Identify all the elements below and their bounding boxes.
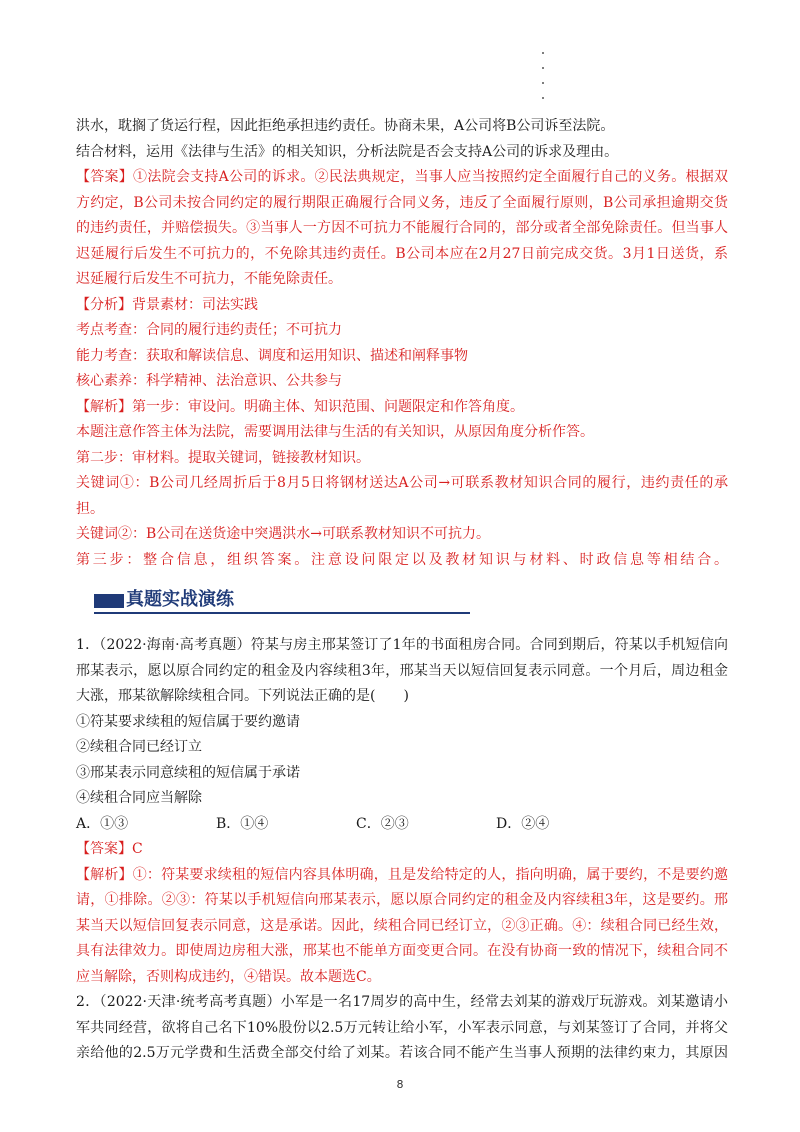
page-content	[76, 114, 728, 1067]
answer-line: 方约定，B公司未按合同约定的履行期限正确履行合同义务，违反了全面履行原则，B公司承担逾期交货	[76, 194, 728, 211]
statement-1: ①符某要求续租的短信属于要约邀请	[76, 713, 300, 730]
analysis-block	[76, 293, 728, 574]
statement-2: ②续租合同已经订立	[76, 739, 202, 755]
option-b: B．①④	[216, 815, 269, 832]
question-stem-line: 军共同经营，欲将自己名下10%股份以2.5万元转让给小军，小军表示同意，与刘某签订了合同，并将父	[76, 1019, 728, 1036]
margin-dots	[540, 52, 550, 112]
analysis-line: 核心素养：科学精神、法治意识、公共参与	[76, 373, 342, 389]
analysis-line: 能力考查：获取和解读信息、调度和运用知识、描述和阐释事物	[76, 347, 468, 364]
analysis-line: 第二步：审材料。提取关键词，链接教材知识。	[76, 449, 370, 466]
intro-paragraph	[76, 114, 728, 165]
analysis-line: 本题注意作答主体为法院，需要调用法律与生活的有关知识，从原因角度分析作答。	[76, 424, 594, 440]
question-stem-line: 2．（2022·天津·统考高考真题）小军是一名17周岁的高中生，经常去刘某的游戏厅玩游戏。刘某邀请小	[76, 994, 728, 1010]
analysis-line: 【分析】背景素材：司法实践	[76, 296, 258, 313]
statement-3: ③邢某表示同意续租的短信属于承诺	[76, 764, 300, 781]
section-title: 真题实战演练	[126, 589, 234, 610]
question-1-explanation	[76, 863, 728, 991]
option-a: A．①③	[76, 815, 129, 832]
answer-paragraph	[76, 165, 728, 293]
intro-line: 洪水，耽搁了货运行程，因此拒绝承担违约责任。协商未果，A公司将B公司诉至法院。	[76, 118, 615, 134]
explanation-line: 请，①排除。②③：符某以手机短信向邢某表示，愿以原合同约定的租金及内容续租3年，这是要约。邢	[76, 892, 728, 908]
analysis-line: 关键词①：B公司几经周折后于8月5日将钢材送达A公司→可联系教材知识合同的履行，违约责任的承	[76, 475, 728, 491]
question-1	[76, 633, 728, 990]
question-1-answer: 【答案】C	[76, 841, 143, 857]
section-bar-decoration	[94, 594, 124, 608]
analysis-line: 关键词②：B公司在送货途中突遇洪水→可联系教材知识不可抗力。	[76, 526, 491, 542]
page-number: 8	[396, 1078, 404, 1091]
answer-line: 的违约责任，并赔偿损失。③当事人一方因不可抗力不能履行合同的，部分或者全部免除责任。但当事人	[76, 220, 728, 236]
analysis-line: 【解析】第一步：审设问。明确主体、知识范围、问题限定和作答角度。	[76, 398, 524, 415]
answer-line: 【答案】①法院会支持A公司的诉求。②民法典规定，当事人应当按照约定全面履行自己的义务。根据双	[76, 169, 728, 185]
analysis-line: 考点考查：合同的履行违约责任；不可抗力	[76, 322, 342, 338]
answer-line: 迟延履行后发生不可抗力的，不免除其违约责任。B公司本应在2月27日前完成交货。3月1日送货，系	[76, 245, 728, 262]
answer-options	[76, 812, 728, 838]
option-d: D．②④	[496, 815, 550, 832]
statement-4: ④续租合同应当解除	[76, 790, 202, 806]
section-header	[76, 583, 728, 627]
explanation-line: 某当天以短信回复表示同意，这是承诺。因此，续租合同已经订立，②③正确。④：续租合同已经生效，	[76, 917, 728, 934]
question-stem-line: 邢某表示，愿以原合同约定的租金及内容续租3年，邢某当天以短信回复表示同意。一个月后，周边租金	[76, 662, 728, 679]
analysis-line: 担。	[76, 500, 104, 517]
explanation-line: 应当解除，否则构成违约，④错误。故本题选C。	[76, 968, 381, 985]
question-stem-line: 大涨，邢某欲解除续租合同。下列说法正确的是( )	[76, 688, 409, 704]
explanation-line: 【解析】①：符某要求续租的短信内容具体明确，且是发给特定的人，指向明确，属于要约，不是要约邀	[76, 866, 728, 883]
question-stem-line: 1．（2022·海南·高考真题）符某与房主邢某签订了1年的书面租房合同。合同到期后，符某以手机短信向	[76, 637, 728, 653]
question-2	[76, 990, 728, 1067]
question-stem-line: 亲给他的2.5万元学费和生活费全部交付给了刘某。若该合同不能产生当事人预期的法律约束力，其原因	[76, 1045, 728, 1061]
option-c: C．②③	[356, 815, 409, 832]
section-underline	[94, 612, 470, 614]
analysis-line: 第三步：整合信息，组织答案。注意设问限定以及教材知识与材料、时政信息等相结合。	[76, 551, 728, 568]
explanation-line: 具有法律效力。即使周边房租大涨，邢某也不能单方面变更合同。在没有协商一致的情况下，续租合同不	[76, 943, 728, 959]
answer-line: 迟延履行后发生不可抗力，不能免除责任。	[76, 271, 342, 287]
intro-question-line: 结合材料，运用《法律与生活》的相关知识，分析法院是否会支持A公司的诉求及理由。	[76, 143, 619, 160]
